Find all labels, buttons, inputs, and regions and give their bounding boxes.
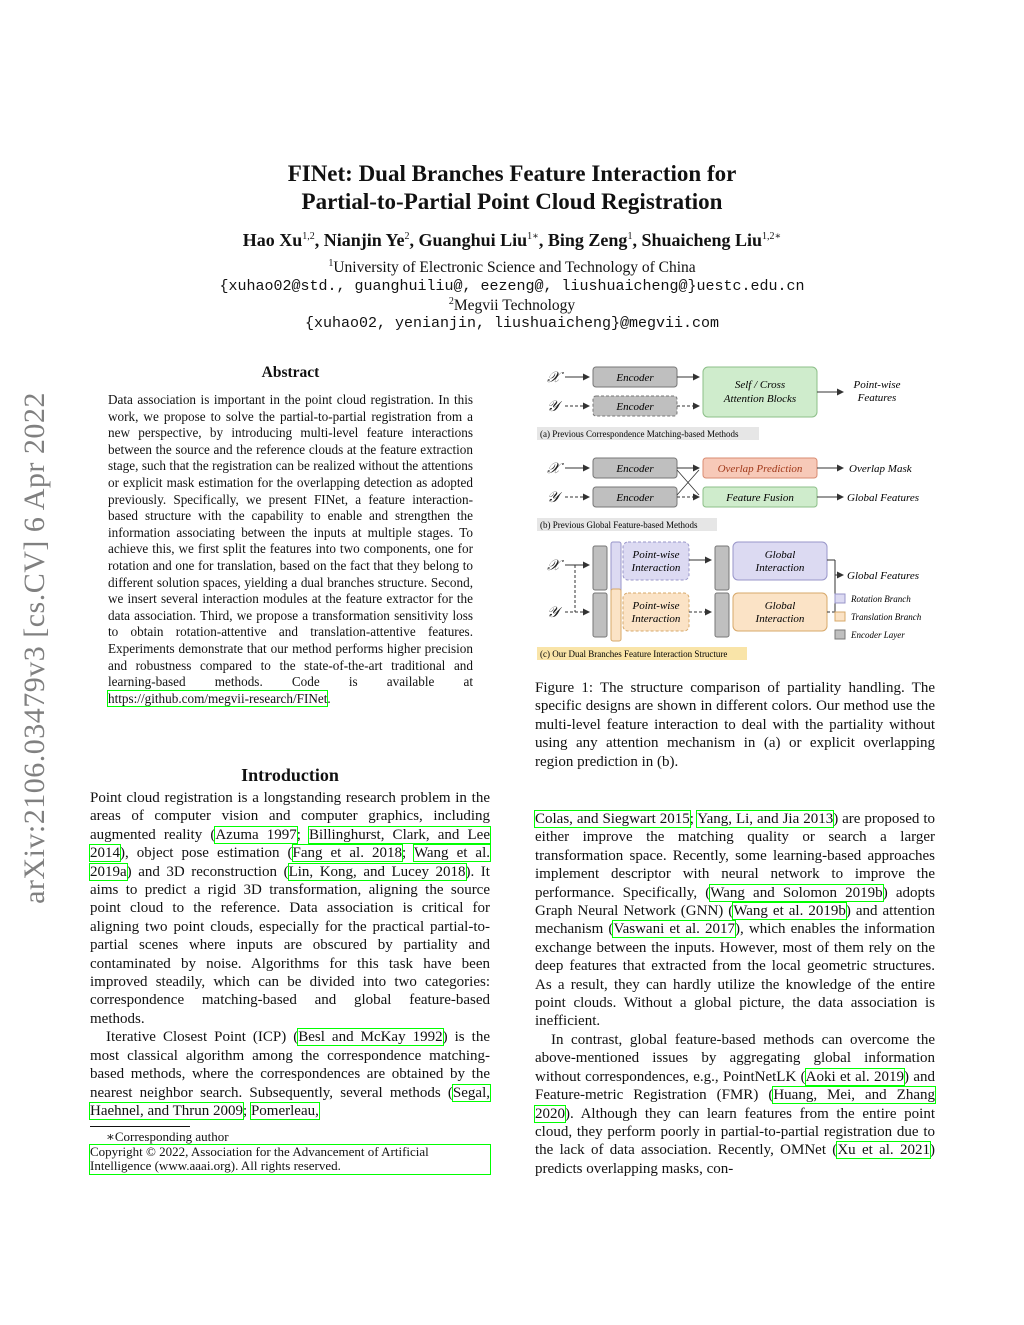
body-text: ) and 3D reconstruction ( — [126, 863, 289, 880]
abstract-text: Data association is important in the point cloud registration. In this work, we propose to solve the partial-to-partial registration from a new perspective, by introducing multi-level feature interactions between the source and the reference clouds at the feature extraction stage, such that the registration can be realized without the attentions or explicit mask estimation for the overlapping detection as adopted previously. Specifically, we present FINet, a feature interaction-based structure with the capability to enable and strengthen the information associating between the inputs at multiple stages. To achieve this, we first split the features into two components, one for rotation and one for translation, based on the fact that they belong to different solution spaces, yielding a dual branches structure. Second, we insert several interaction modules at the feature extractor for the data association. Third, we propose a transformation sensitivity loss to obtain rotation-attentive and translation-attentive features. Experiments demonstrate that our method performs higher precision and robustness compared to the state-of-the-art traditional and learning-based methods. Code is available at — [108, 392, 473, 690]
fig-a-y-label: 𝒴 — [547, 399, 559, 415]
citation-link[interactable]: Lin, Kong, and Lucey 2018 — [288, 863, 466, 880]
abstract-heading: Abstract — [261, 364, 320, 381]
fig-c-pw-trans-2: Interaction — [631, 613, 681, 625]
author-affil-sup: 1∗ — [527, 231, 539, 242]
fig-legend-translation-swatch — [835, 612, 845, 621]
fig-b-x-label: 𝒳 — [547, 461, 560, 477]
body-text: ; — [296, 826, 310, 843]
right-paragraph-1 — [535, 810, 935, 1031]
affiliation-1-text: University of Electronic Science and Technology of China — [333, 259, 696, 277]
citation-link[interactable]: Pomerleau, — [250, 1102, 319, 1119]
fig-legend-translation: Translation Branch — [851, 612, 922, 622]
body-text: ) is the most classical algorithm among the correspondence matching-based methods, where the correspondences are obtained by the nearest neighbor search. Subsequently, several methods ( — [90, 1029, 490, 1101]
body-text: ). It aims to predict a rigid 3D transformation, aligning the source point cloud to the reference. Data association is critical for aligning two point clouds, especially for the practical partial-to-partial scenes where inputs are obscured by partiality and contaminated by noise. Algorithms for this task have been improved steadily, which can be divided into two categories: correspondence matching-based and global feature-based methods. — [90, 863, 490, 1027]
intro-paragraph-2 — [90, 1028, 490, 1120]
title-line-2: Partial-to-Partial Point Cloud Registration — [301, 189, 723, 214]
author-name: Bing Zeng — [547, 230, 628, 250]
fig-legend-rotation-swatch — [835, 594, 845, 603]
code-link[interactable]: https://github.com/megvii-research/FINet — [108, 690, 328, 706]
author-separator: , — [314, 230, 324, 250]
fig-a-out-2: Features — [857, 392, 897, 404]
citation-link[interactable]: Huang, Mei, and Zhang 2020 — [535, 1087, 935, 1122]
footnote-corresponding: ∗Corresponding author — [106, 1129, 229, 1144]
citation-link[interactable]: Aoki et al. 2019 — [805, 1068, 905, 1085]
figure-1-diagram — [535, 360, 935, 665]
abstract-end: . — [327, 690, 331, 706]
fig-a-attention-block — [703, 367, 817, 417]
affiliation-2 — [140, 296, 884, 315]
author-list — [140, 230, 884, 251]
fig-b-encoder-x-label: Encoder — [616, 463, 654, 475]
author-name: Hao Xu — [242, 230, 303, 250]
fig-a-encoder-x-label: Encoder — [616, 372, 654, 384]
author-affil-sup: 1,2 — [302, 231, 315, 242]
intro-paragraph-1 — [90, 789, 490, 1028]
fig-b-fusion-label: Feature Fusion — [726, 492, 794, 504]
fig-legend-rotation: Rotation Branch — [851, 594, 911, 604]
fig-c-pw-rot-1: Point-wise — [632, 549, 680, 561]
fig-c-pw-trans-1: Point-wise — [632, 600, 680, 612]
body-text: ; — [689, 811, 698, 827]
citation-link[interactable]: Billinghurst, Clark, and Lee 2014 — [90, 826, 490, 862]
citation-link[interactable]: Segal, Haehnel, and Thrun 2009 — [90, 1084, 490, 1119]
body-text: In contrast, global feature-based methods can overcome the above-mentioned issues by aggregating global information without correspondences, e.g., PointNetLK ( — [535, 1031, 935, 1085]
body-text: ; — [402, 845, 414, 862]
right-paragraph-2 — [535, 1031, 935, 1178]
abstract-body — [108, 392, 473, 707]
fig-a-out-1: Point-wise — [853, 379, 901, 391]
fig-c-out-global: Global Features — [847, 570, 919, 582]
affiliation-1-sup: 1 — [328, 258, 334, 269]
author-affil-sup: 2 — [404, 231, 410, 242]
right-column-body — [535, 810, 935, 1178]
fig-c-glob-trans-1: Global — [764, 600, 796, 612]
affiliation-1 — [140, 258, 884, 277]
fig-b-out-mask: Overlap Mask — [849, 463, 912, 475]
body-text: ) and attention mechanism ( — [535, 903, 936, 938]
author-separator: , — [632, 230, 642, 250]
fig-legend-encoder-swatch — [835, 630, 845, 639]
fig-b-encoder-y-label: Encoder — [616, 492, 654, 504]
author-name: Guanghui Liu — [418, 230, 528, 250]
citation-link[interactable]: Besl and McKay 1992 — [298, 1029, 443, 1046]
fig-c-x-label: 𝒳 — [547, 558, 560, 574]
footnote-rule — [90, 1126, 190, 1127]
fig-c-pw-rotation — [623, 542, 689, 580]
citation-link[interactable]: Fang et al. 2018 — [292, 845, 402, 862]
citation-link[interactable]: Azuma 1997 — [215, 826, 297, 843]
author-name: Shuaicheng Liu — [641, 230, 762, 250]
body-text: ), which enables the information exchange between the inputs. However, most of them rely on the deep features that extracted from the local geometric structures. As a result, they can hardly utilize the knowledge of the entire point clouds. Without a global picture, the data association is inefficient. — [535, 921, 936, 1030]
body-text: ), object pose estimation ( — [120, 845, 293, 862]
fig-legend-encoder: Encoder Layer — [851, 630, 905, 640]
fig-b-out-global: Global Features — [847, 492, 919, 504]
fig-a-attention-blocks: Attention Blocks — [723, 393, 797, 405]
body-text: ). Although they can learn features from the entire point cloud, they perform poorly in partial-to-partial registration due to the lack of data association. Recently, OMNet ( — [535, 1105, 935, 1159]
figure-1-caption: Figure 1: The structure comparison of partiality handling. The specific designs are shown in different colors. Our method use the multi-level feature interaction to deal with the partiality without using any attention mechanism in (a) or explicit overlapping region prediction in (b). — [535, 680, 935, 770]
email-line-2: {xuhao02, yenianjin, liushuaicheng}@megvii.com — [304, 315, 720, 332]
fig-a-self-cross: Self / Cross — [734, 379, 786, 391]
fig-c-glob-rot-2: Interaction — [755, 562, 805, 574]
footnote-block — [90, 1130, 490, 1174]
affiliation-2-sup: 2 — [448, 296, 454, 307]
fig-c-global-translation — [733, 593, 827, 631]
citation-link[interactable]: Wang et al. 2019b — [733, 903, 846, 920]
fig-c-glob-trans-2: Interaction — [755, 613, 805, 625]
body-text: ) predicts overlapping masks, con- — [535, 1142, 935, 1177]
fig-b-overlap-label: Overlap Prediction — [717, 463, 803, 475]
email-line-1: {xuhao02@std., guanghuiliu@, eezeng@, liushuaicheng@}uestc.edu.cn — [219, 278, 805, 295]
fig-a-encoder-y-label: Encoder — [616, 401, 654, 413]
affiliation-2-text: Megvii Technology — [453, 297, 576, 315]
author-affil-sup: 1 — [627, 231, 633, 242]
citation-link[interactable]: Wang et al. 2019a — [90, 845, 491, 880]
body-text: ) are proposed to either improve the matching quality or search a larger transformation space. Recently, some learning-based approaches implement descriptor with neural network to improve the performance. Specifically, ( — [535, 811, 935, 901]
body-text: ; — [243, 1102, 251, 1119]
author-name: Nianjin Ye — [323, 230, 405, 250]
body-text: Iterative Closest Point (ICP) ( — [106, 1029, 299, 1046]
body-text: ) and Feature-metric Registration (FMR) ( — [535, 1068, 936, 1104]
author-affil-sup: 1,2∗ — [762, 231, 782, 242]
fig-c-y-label: 𝒴 — [547, 605, 559, 621]
body-text: Point cloud registration is a longstanding research problem in the areas of computer vision and computer graphics, including augmented reality ( — [90, 790, 490, 843]
fig-c-glob-rot-1: Global — [764, 549, 796, 561]
arxiv-sidebar-id: arXiv:2106.03479v3 [cs.CV] 6 Apr 2022 — [18, 392, 51, 904]
fig-c-pw-rot-2: Interaction — [631, 562, 681, 574]
paper-title — [140, 160, 884, 216]
fig-caption-a: (a) Previous Correspondence Matching-based Methods — [540, 429, 739, 439]
fig-caption-b: (b) Previous Global Feature-based Methods — [540, 520, 698, 530]
citation-link[interactable]: Colas, and Siegwart 2015 — [535, 811, 690, 827]
author-separator: , — [409, 230, 419, 250]
fig-a-x-label: 𝒳 — [547, 370, 560, 386]
title-line-1: FINet: Dual Branches Feature Interaction for — [287, 161, 737, 186]
citation-link[interactable]: Xu et al. 2021 — [837, 1142, 930, 1159]
fig-c-pw-translation — [623, 593, 689, 631]
footnote-copyright: Copyright © 2022, Association for the Advancement of Artificial Intelligence (www.aaai.org). All rights reserved. — [90, 1145, 490, 1174]
citation-link[interactable]: Wang and Solomon 2019b — [710, 884, 883, 901]
author-separator: , — [538, 230, 548, 250]
fig-b-y-label: 𝒴 — [547, 490, 559, 506]
introduction-heading: Introduction — [241, 765, 339, 785]
citation-link[interactable]: Vaswani et al. 2017 — [613, 921, 736, 938]
citation-link[interactable]: Yang, Li, and Jia 2013 — [697, 811, 834, 827]
fig-caption-c: (c) Our Dual Branches Feature Interaction Structure — [540, 649, 728, 659]
body-text: ) adopts Graph Neural Network (GNN) ( — [535, 884, 935, 920]
fig-c-global-rotation — [733, 542, 827, 580]
left-column-body — [90, 789, 490, 1120]
